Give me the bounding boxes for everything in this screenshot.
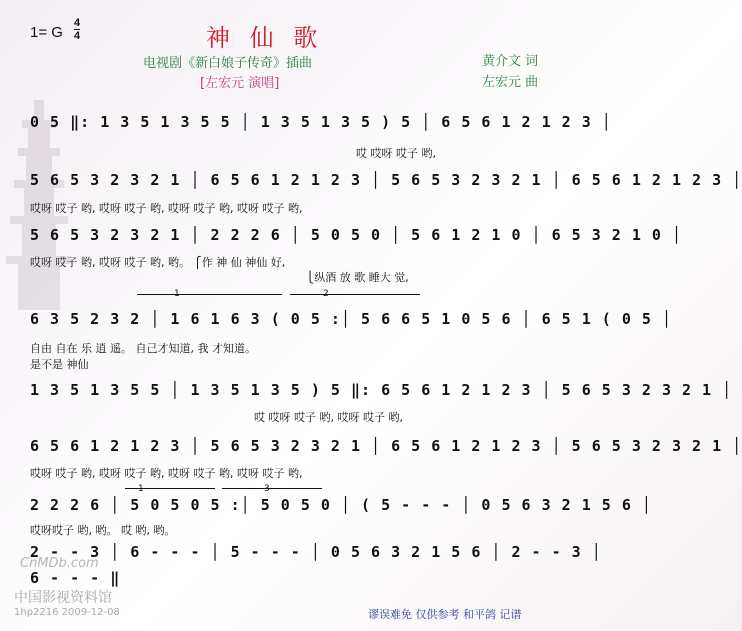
lyrics-line-1: 哎 哎呀 哎子 哟, [356, 147, 436, 160]
lyrics-line-3b: ⎩纵酒 放 歌 睡大 觉, [306, 271, 409, 284]
subtitle: 电视剧《新白娘子传奇》插曲 [143, 56, 313, 71]
time-signature [74, 17, 80, 42]
score-line-9: 6 - - - ‖ [30, 569, 121, 587]
repeat-ending-3-bracket [222, 488, 322, 489]
lyrics-line-4b: 是不是 神仙 [30, 358, 89, 371]
score-line-2: 5 6 5 3 2 3 2 1 │ 6 5 6 1 2 1 2 3 │ 5 6 5 3 2 3 2 1 │ 6 5 6 1 2 1 2 3 │ [30, 171, 742, 189]
score-line-3: 5 6 5 3 2 3 2 1 │ 2 2 2 6 │ 5 0 5 0 │ 5 6 1 2 1 0 │ 6 5 3 2 1 0 │ [30, 226, 682, 244]
score-line-8: 2 - - 3 │ 6 - - - │ 5 - - - │ 0 5 6 3 2 1 5 6 │ 2 - - 3 │ [30, 543, 602, 561]
score-line-1: 0 5 ‖: 1 3 5 1 3 5 5 │ 1 3 5 1 3 5 ) 5 │ 6 5 6 1 2 1 2 3 │ [30, 113, 612, 131]
repeat-ending-1-bracket [125, 488, 215, 489]
score-line-6: 6 5 6 1 2 1 2 3 │ 5 6 5 3 2 3 2 1 │ 6 5 6 1 2 1 2 3 │ 5 6 5 3 2 3 2 1 │ [30, 437, 742, 455]
lyrics-line-3a: 哎呀 哎子 哟, 哎呀 哎子 哟, 哟。 ⎧作 神 仙 神仙 好, [30, 256, 286, 269]
second-ending-bracket [290, 294, 420, 295]
singer-credit: [左宏元 演唱] [200, 76, 280, 91]
time-signature-top: 4 [74, 17, 81, 29]
lyrics-line-7: 哎呀哎子 哟, 哟。 哎 哟, 哟。 [30, 524, 176, 537]
footer-note: 谬误难免 仅供参考 和平鸽 记谱 [368, 608, 522, 621]
second-ending-label: 2 [323, 289, 329, 299]
watermark-id-date: 1hp2216 2009-12-08 [14, 607, 120, 618]
score-line-5: 1 3 5 1 3 5 5 │ 1 3 5 1 3 5 ) 5 ‖: 6 5 6 1 2 1 2 3 │ 5 6 5 3 2 3 2 1 │ [30, 381, 733, 399]
first-ending-bracket [137, 294, 282, 295]
watermark-name: 中国影视资料馆 [14, 590, 112, 606]
time-signature-bottom: 4 [74, 30, 81, 42]
lyrics-line-5: 哎 哎呀 哎子 哟, 哎呀 哎子 哟, [254, 411, 403, 424]
score-line-7: 2 2 2 6 │ 5 0 5 0 5 :│ 5 0 5 0 │ ( 5 - - - │ 0 5 6 3 2 1 5 6 │ [30, 496, 652, 514]
composer-credit: 左宏元 曲 [482, 75, 539, 90]
score-line-4: 6 3 5 2 3 2 │ 1 6 1 6 3 ( 0 5 :│ 5 6 6 5 1 0 5 6 │ 6 5 1 ( 0 5 │ [30, 310, 672, 328]
watermark-site: CnMDb.com [20, 556, 99, 571]
key-signature: 1= G [30, 24, 63, 41]
repeat-ending-1: 1 [138, 484, 144, 494]
lyricist-credit: 黄介文 词 [482, 54, 539, 69]
repeat-ending-3: 3 [264, 484, 270, 494]
lyrics-line-2: 哎呀 哎子 哟, 哎呀 哎子 哟, 哎呀 哎子 哟, 哎呀 哎子 哟, [30, 202, 303, 215]
lyrics-line-4a: 自由 自在 乐 逍 遥。 自己才知道, 我 才知道。 [30, 342, 256, 355]
lyrics-line-6: 哎呀 哎子 哟, 哎呀 哎子 哟, 哎呀 哎子 哟, 哎呀 哎子 哟, [30, 467, 303, 480]
song-title: 神 仙 歌 [206, 24, 324, 52]
first-ending-label: 1 [174, 289, 180, 299]
